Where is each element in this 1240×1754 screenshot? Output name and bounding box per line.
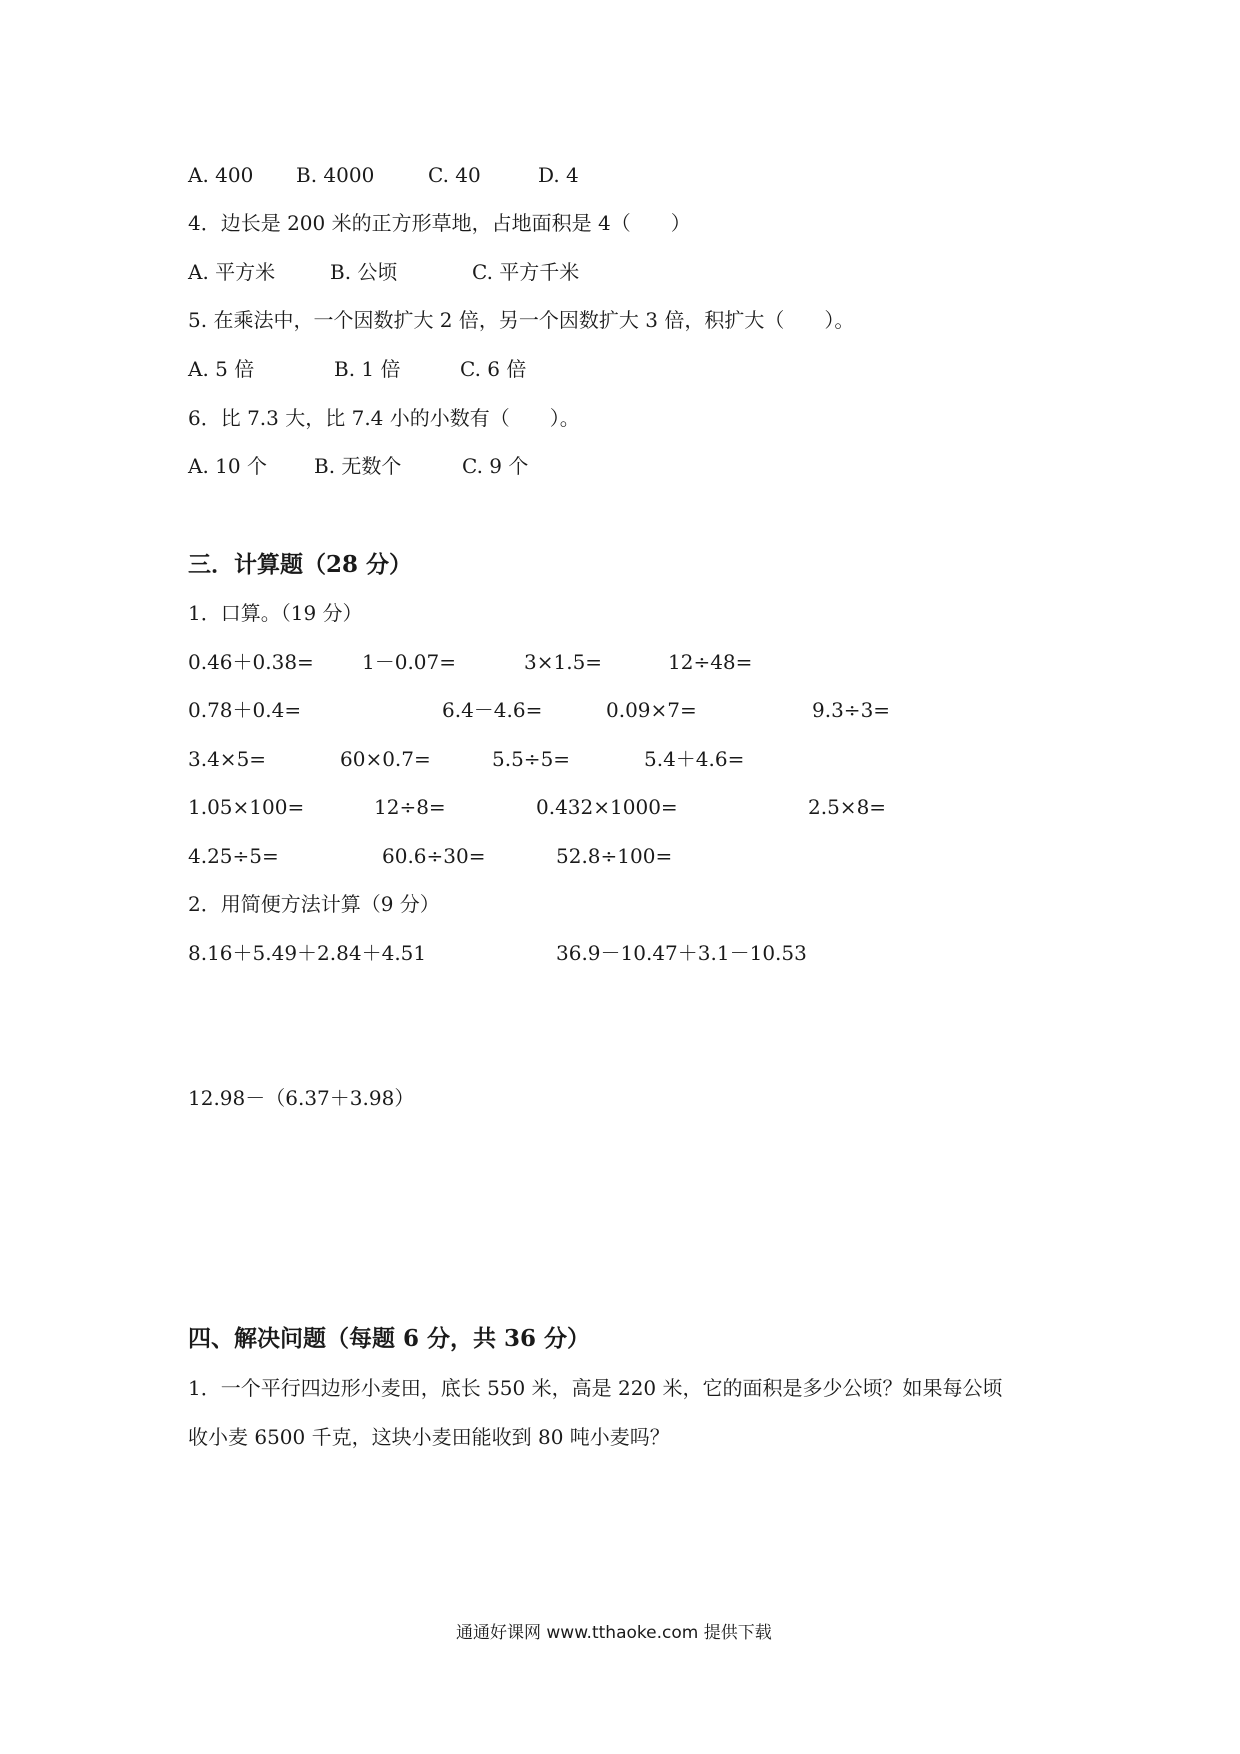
q4-option-a: A. 平方米 bbox=[188, 260, 276, 284]
simplify-item: 36.9－10.47＋3.1－10.53 bbox=[556, 941, 807, 965]
q3-option-c: C. 40 bbox=[428, 163, 481, 187]
section4-title: 四、解决问题（每题 6 分，共 36 分） bbox=[188, 1325, 591, 1352]
q5-option-a: A. 5 倍 bbox=[188, 357, 255, 381]
q6-option-c: C. 9 个 bbox=[462, 454, 529, 478]
footer-text: 通通好课网 www.tthaoke.com 提供下载 bbox=[456, 1623, 772, 1643]
oral-item: 0.432×1000= bbox=[536, 795, 678, 819]
oral-item: 2.5×8= bbox=[808, 795, 887, 819]
oral-item: 4.25÷5= bbox=[188, 844, 279, 868]
oral-item: 0.78＋0.4= bbox=[188, 698, 302, 722]
q5-text: 5. 在乘法中，一个因数扩大 2 倍，另一个因数扩大 3 倍，积扩大（ ）。 bbox=[188, 308, 855, 332]
oral-item: 9.3÷3= bbox=[812, 698, 891, 722]
oral-item: 6.4－4.6= bbox=[442, 698, 543, 722]
oral-item: 60.6÷30= bbox=[382, 844, 486, 868]
q5-option-c: C. 6 倍 bbox=[460, 357, 527, 381]
oral-item: 3×1.5= bbox=[524, 650, 603, 674]
simplify-item: 8.16＋5.49＋2.84＋4.51 bbox=[188, 941, 427, 965]
oral-item: 0.46＋0.38= bbox=[188, 650, 314, 674]
q4-option-b: B. 公顷 bbox=[330, 260, 398, 284]
section3-title: 三．计算题（28 分） bbox=[188, 551, 413, 578]
problem-1-line-2: 收小麦 6500 千克，这块小麦田能收到 80 吨小麦吗？ bbox=[188, 1425, 670, 1449]
oral-item: 5.4＋4.6= bbox=[644, 747, 745, 771]
q3-option-a: A. 400 bbox=[188, 163, 254, 187]
q3-option-b: B. 4000 bbox=[296, 163, 375, 187]
oral-item: 60×0.7= bbox=[340, 747, 431, 771]
oral-item: 1.05×100= bbox=[188, 795, 305, 819]
oral-item: 5.5÷5= bbox=[492, 747, 571, 771]
simplify-item: 12.98－（6.37＋3.98） bbox=[188, 1086, 415, 1110]
oral-item: 12÷48= bbox=[668, 650, 753, 674]
oral-item: 3.4×5= bbox=[188, 747, 267, 771]
oral-item: 1－0.07= bbox=[362, 650, 457, 674]
section3-sub2: 2．用简便方法计算（9 分） bbox=[188, 892, 440, 916]
q4-text: 4．边长是 200 米的正方形草地，占地面积是 4（ ） bbox=[188, 211, 691, 235]
oral-item: 0.09×7= bbox=[606, 698, 697, 722]
q3-option-d: D. 4 bbox=[538, 163, 579, 187]
oral-item: 12÷8= bbox=[374, 795, 446, 819]
problem-1-line-1: 1．一个平行四边形小麦田，底长 550 米，高是 220 米，它的面积是多少公顷？如果每公顷 bbox=[188, 1376, 1003, 1400]
q4-option-c: C. 平方千米 bbox=[472, 260, 580, 284]
q6-option-b: B. 无数个 bbox=[314, 454, 402, 478]
q6-option-a: A. 10 个 bbox=[188, 454, 267, 478]
oral-item: 52.8÷100= bbox=[556, 844, 673, 868]
section3-sub1: 1．口算。（19 分） bbox=[188, 601, 363, 625]
q5-option-b: B. 1 倍 bbox=[334, 357, 401, 381]
q6-text: 6．比 7.3 大，比 7.4 小的小数有（ ）。 bbox=[188, 406, 580, 430]
